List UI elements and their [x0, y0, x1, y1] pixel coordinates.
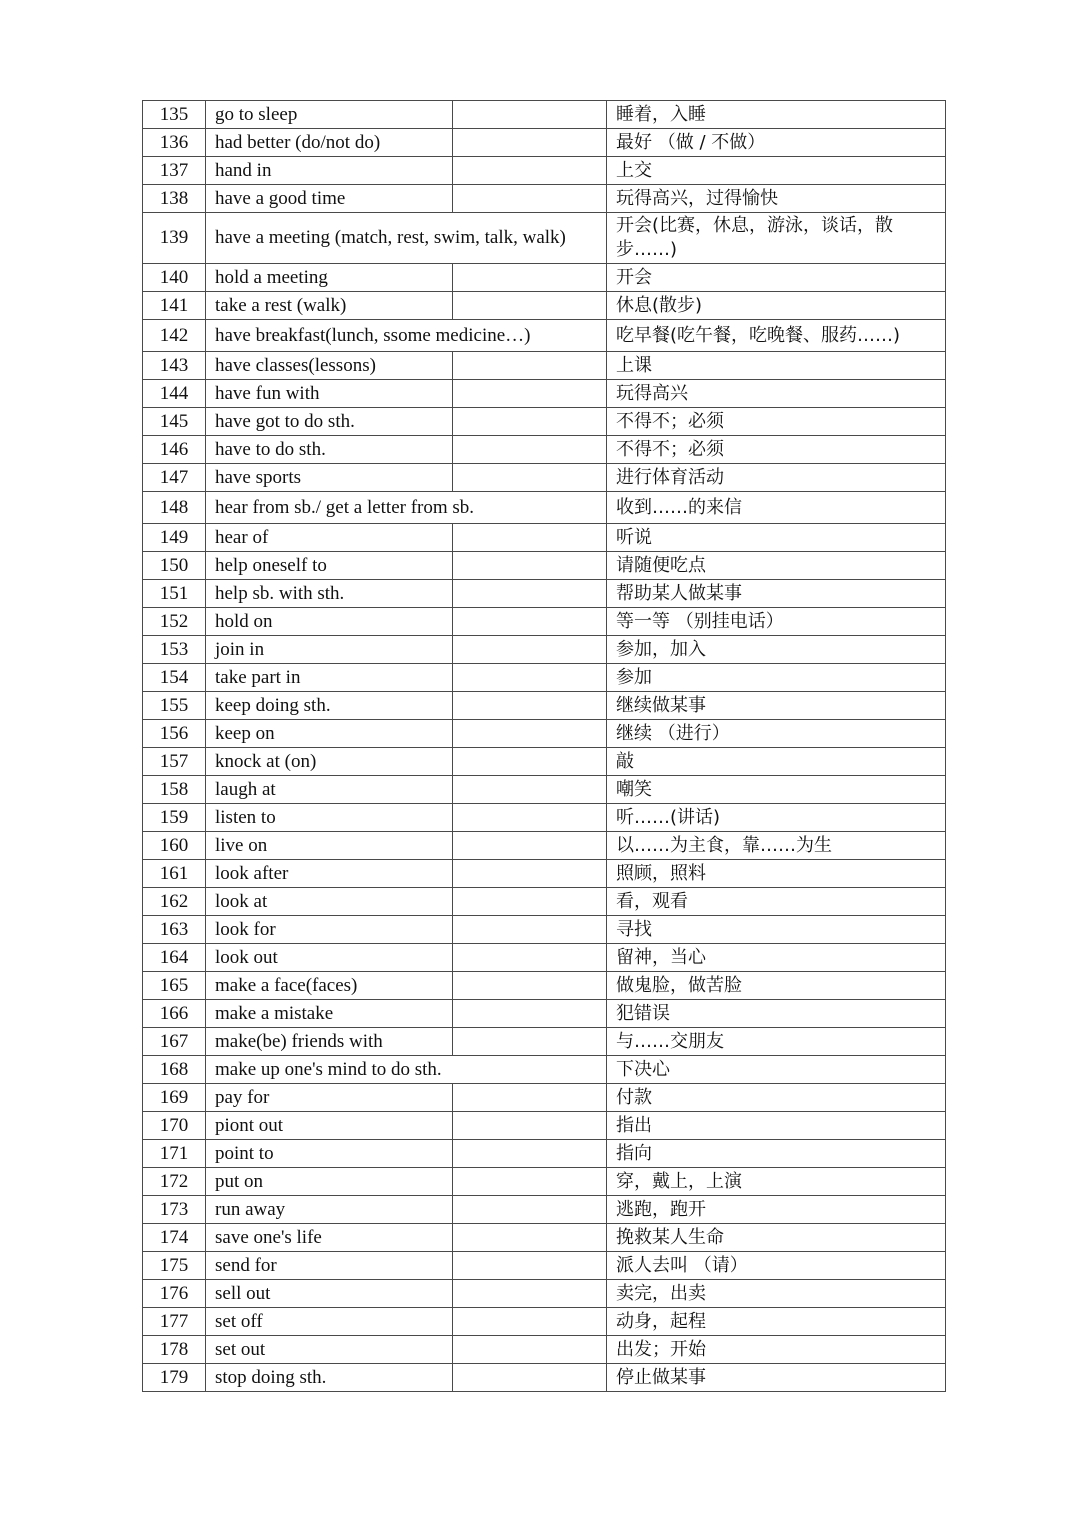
blank-cell: [453, 1308, 607, 1336]
blank-cell: [453, 1224, 607, 1252]
table-row: [143, 157, 946, 185]
chinese-meaning: 开会: [607, 264, 946, 292]
chinese-meaning: 帮助某人做某事: [607, 580, 946, 608]
chinese-meaning: 听……(讲话): [607, 804, 946, 832]
table-row: [143, 692, 946, 720]
phrase-table: [142, 100, 946, 1392]
row-number: 145: [143, 408, 206, 436]
chinese-meaning: 睡着，入睡: [607, 101, 946, 129]
table-row: [143, 636, 946, 664]
english-phrase: take a rest (walk): [206, 292, 453, 320]
row-number: 171: [143, 1140, 206, 1168]
chinese-meaning: 嘲笑: [607, 776, 946, 804]
chinese-meaning: 穿，戴上，上演: [607, 1168, 946, 1196]
english-phrase: look out: [206, 944, 453, 972]
table-row: [143, 101, 946, 129]
row-number: 152: [143, 608, 206, 636]
table-row: [143, 1224, 946, 1252]
table-row: [143, 1112, 946, 1140]
chinese-meaning: 出发；开始: [607, 1336, 946, 1364]
table-row: [143, 1056, 946, 1084]
blank-cell: [453, 1000, 607, 1028]
table-row: [143, 552, 946, 580]
row-number: 141: [143, 292, 206, 320]
table-row: [143, 748, 946, 776]
english-phrase: send for: [206, 1252, 453, 1280]
chinese-meaning: 进行体育活动: [607, 464, 946, 492]
english-phrase: have fun with: [206, 380, 453, 408]
blank-cell: [453, 185, 607, 213]
chinese-meaning: 敲: [607, 748, 946, 776]
chinese-meaning: 继续 （进行）: [607, 720, 946, 748]
english-phrase: have a meeting (match, rest, swim, talk, walk): [206, 213, 607, 264]
row-number: 161: [143, 860, 206, 888]
chinese-meaning: 不得不；必须: [607, 408, 946, 436]
row-number: 165: [143, 972, 206, 1000]
row-number: 144: [143, 380, 206, 408]
blank-cell: [453, 804, 607, 832]
blank-cell: [453, 944, 607, 972]
row-number: 149: [143, 524, 206, 552]
table-row: [143, 129, 946, 157]
table-row: [143, 832, 946, 860]
blank-cell: [453, 552, 607, 580]
blank-cell: [453, 1280, 607, 1308]
blank-cell: [453, 524, 607, 552]
english-phrase: laugh at: [206, 776, 453, 804]
chinese-meaning: 听说: [607, 524, 946, 552]
blank-cell: [453, 1168, 607, 1196]
row-number: 179: [143, 1364, 206, 1392]
table-row: [143, 1252, 946, 1280]
blank-cell: [453, 636, 607, 664]
table-row: [143, 213, 946, 264]
chinese-meaning: 卖完，出卖: [607, 1280, 946, 1308]
english-phrase: keep doing sth.: [206, 692, 453, 720]
english-phrase: look after: [206, 860, 453, 888]
row-number: 166: [143, 1000, 206, 1028]
table-row: [143, 580, 946, 608]
english-phrase: point to: [206, 1140, 453, 1168]
table-row: [143, 1364, 946, 1392]
english-phrase: have got to do sth.: [206, 408, 453, 436]
english-phrase: join in: [206, 636, 453, 664]
english-phrase: make a face(faces): [206, 972, 453, 1000]
blank-cell: [453, 157, 607, 185]
blank-cell: [453, 264, 607, 292]
english-phrase: hand in: [206, 157, 453, 185]
chinese-meaning: 留神，当心: [607, 944, 946, 972]
blank-cell: [453, 129, 607, 157]
row-number: 153: [143, 636, 206, 664]
english-phrase: look at: [206, 888, 453, 916]
english-phrase: stop doing sth.: [206, 1364, 453, 1392]
row-number: 150: [143, 552, 206, 580]
chinese-meaning: 以……为主食，靠……为生: [607, 832, 946, 860]
chinese-meaning: 最好 （做 / 不做）: [607, 129, 946, 157]
blank-cell: [453, 692, 607, 720]
english-phrase: make(be) friends with: [206, 1028, 453, 1056]
row-number: 177: [143, 1308, 206, 1336]
row-number: 146: [143, 436, 206, 464]
table-row: [143, 1028, 946, 1056]
chinese-meaning: 收到……的来信: [607, 492, 946, 524]
english-phrase: have breakfast(lunch, ssome medicine…): [206, 320, 607, 352]
english-phrase: keep on: [206, 720, 453, 748]
table-row: [143, 320, 946, 352]
chinese-meaning: 等一等 （别挂电话）: [607, 608, 946, 636]
english-phrase: run away: [206, 1196, 453, 1224]
english-phrase: piont out: [206, 1112, 453, 1140]
english-phrase: sell out: [206, 1280, 453, 1308]
chinese-meaning: 做鬼脸，做苦脸: [607, 972, 946, 1000]
table-row: [143, 1168, 946, 1196]
blank-cell: [453, 832, 607, 860]
table-row: [143, 972, 946, 1000]
row-number: 168: [143, 1056, 206, 1084]
row-number: 164: [143, 944, 206, 972]
chinese-meaning: 玩得高兴: [607, 380, 946, 408]
table-row: [143, 464, 946, 492]
english-phrase: look for: [206, 916, 453, 944]
english-phrase: make a mistake: [206, 1000, 453, 1028]
english-phrase: hold a meeting: [206, 264, 453, 292]
table-row: [143, 1280, 946, 1308]
blank-cell: [453, 776, 607, 804]
english-phrase: had better (do/not do): [206, 129, 453, 157]
row-number: 156: [143, 720, 206, 748]
table-row: [143, 1000, 946, 1028]
english-phrase: listen to: [206, 804, 453, 832]
table-row: [143, 720, 946, 748]
row-number: 138: [143, 185, 206, 213]
row-number: 155: [143, 692, 206, 720]
table-row: [143, 352, 946, 380]
chinese-meaning: 参加，加入: [607, 636, 946, 664]
row-number: 159: [143, 804, 206, 832]
table-row: [143, 436, 946, 464]
row-number: 172: [143, 1168, 206, 1196]
chinese-meaning: 停止做某事: [607, 1364, 946, 1392]
chinese-meaning: 派人去叫 （请）: [607, 1252, 946, 1280]
chinese-meaning: 吃早餐(吃午餐，吃晚餐、服药……): [607, 320, 946, 352]
english-phrase: have a good time: [206, 185, 453, 213]
blank-cell: [453, 1028, 607, 1056]
row-number: 169: [143, 1084, 206, 1112]
table-row: [143, 1336, 946, 1364]
blank-cell: [453, 664, 607, 692]
english-phrase: make up one's mind to do sth.: [206, 1056, 607, 1084]
chinese-meaning: 与……交朋友: [607, 1028, 946, 1056]
table-row: [143, 1308, 946, 1336]
table-row: [143, 916, 946, 944]
row-number: 176: [143, 1280, 206, 1308]
blank-cell: [453, 580, 607, 608]
english-phrase: have to do sth.: [206, 436, 453, 464]
english-phrase: take part in: [206, 664, 453, 692]
table-row: [143, 185, 946, 213]
blank-cell: [453, 860, 607, 888]
blank-cell: [453, 608, 607, 636]
row-number: 162: [143, 888, 206, 916]
blank-cell: [453, 720, 607, 748]
chinese-meaning: 动身，起程: [607, 1308, 946, 1336]
chinese-meaning: 逃跑，跑开: [607, 1196, 946, 1224]
row-number: 143: [143, 352, 206, 380]
table-row: [143, 492, 946, 524]
table-row: [143, 608, 946, 636]
row-number: 139: [143, 213, 206, 264]
english-phrase: help sb. with sth.: [206, 580, 453, 608]
chinese-meaning: 付款: [607, 1084, 946, 1112]
blank-cell: [453, 972, 607, 1000]
row-number: 154: [143, 664, 206, 692]
chinese-meaning: 指出: [607, 1112, 946, 1140]
blank-cell: [453, 292, 607, 320]
row-number: 140: [143, 264, 206, 292]
blank-cell: [453, 101, 607, 129]
english-phrase: put on: [206, 1168, 453, 1196]
english-phrase: hold on: [206, 608, 453, 636]
phrase-table-body: [143, 101, 946, 1392]
blank-cell: [453, 408, 607, 436]
chinese-meaning: 休息(散步): [607, 292, 946, 320]
row-number: 160: [143, 832, 206, 860]
row-number: 173: [143, 1196, 206, 1224]
blank-cell: [453, 1336, 607, 1364]
table-row: [143, 776, 946, 804]
english-phrase: set off: [206, 1308, 453, 1336]
row-number: 158: [143, 776, 206, 804]
table-row: [143, 888, 946, 916]
chinese-meaning: 下决心: [607, 1056, 946, 1084]
table-row: [143, 408, 946, 436]
english-phrase: have classes(lessons): [206, 352, 453, 380]
english-phrase: have sports: [206, 464, 453, 492]
table-row: [143, 1084, 946, 1112]
blank-cell: [453, 1140, 607, 1168]
blank-cell: [453, 748, 607, 776]
row-number: 167: [143, 1028, 206, 1056]
chinese-meaning: 开会(比赛，休息，游泳，谈话，散步……): [607, 213, 946, 264]
chinese-meaning: 玩得高兴，过得愉快: [607, 185, 946, 213]
row-number: 151: [143, 580, 206, 608]
english-phrase: knock at (on): [206, 748, 453, 776]
english-phrase: set out: [206, 1336, 453, 1364]
chinese-meaning: 挽救某人生命: [607, 1224, 946, 1252]
blank-cell: [453, 380, 607, 408]
table-row: [143, 264, 946, 292]
chinese-meaning: 指向: [607, 1140, 946, 1168]
row-number: 175: [143, 1252, 206, 1280]
blank-cell: [453, 888, 607, 916]
blank-cell: [453, 352, 607, 380]
table-row: [143, 1140, 946, 1168]
row-number: 142: [143, 320, 206, 352]
blank-cell: [453, 1196, 607, 1224]
chinese-meaning: 继续做某事: [607, 692, 946, 720]
table-row: [143, 664, 946, 692]
row-number: 170: [143, 1112, 206, 1140]
row-number: 163: [143, 916, 206, 944]
row-number: 157: [143, 748, 206, 776]
chinese-meaning: 参加: [607, 664, 946, 692]
english-phrase: pay for: [206, 1084, 453, 1112]
english-phrase: go to sleep: [206, 101, 453, 129]
blank-cell: [453, 1252, 607, 1280]
chinese-meaning: 看，观看: [607, 888, 946, 916]
blank-cell: [453, 1112, 607, 1140]
english-phrase: hear of: [206, 524, 453, 552]
table-row: [143, 804, 946, 832]
english-phrase: live on: [206, 832, 453, 860]
blank-cell: [453, 464, 607, 492]
table-row: [143, 1196, 946, 1224]
chinese-meaning: 上课: [607, 352, 946, 380]
chinese-meaning: 寻找: [607, 916, 946, 944]
row-number: 148: [143, 492, 206, 524]
row-number: 136: [143, 129, 206, 157]
row-number: 147: [143, 464, 206, 492]
blank-cell: [453, 916, 607, 944]
table-row: [143, 524, 946, 552]
chinese-meaning: 不得不；必须: [607, 436, 946, 464]
chinese-meaning: 请随便吃点: [607, 552, 946, 580]
blank-cell: [453, 436, 607, 464]
chinese-meaning: 上交: [607, 157, 946, 185]
row-number: 174: [143, 1224, 206, 1252]
english-phrase: hear from sb./ get a letter from sb.: [206, 492, 607, 524]
english-phrase: save one's life: [206, 1224, 453, 1252]
blank-cell: [453, 1364, 607, 1392]
table-row: [143, 380, 946, 408]
chinese-meaning: 照顾，照料: [607, 860, 946, 888]
table-row: [143, 944, 946, 972]
table-row: [143, 860, 946, 888]
blank-cell: [453, 1084, 607, 1112]
table-row: [143, 292, 946, 320]
chinese-meaning: 犯错误: [607, 1000, 946, 1028]
row-number: 135: [143, 101, 206, 129]
english-phrase: help oneself to: [206, 552, 453, 580]
row-number: 178: [143, 1336, 206, 1364]
row-number: 137: [143, 157, 206, 185]
